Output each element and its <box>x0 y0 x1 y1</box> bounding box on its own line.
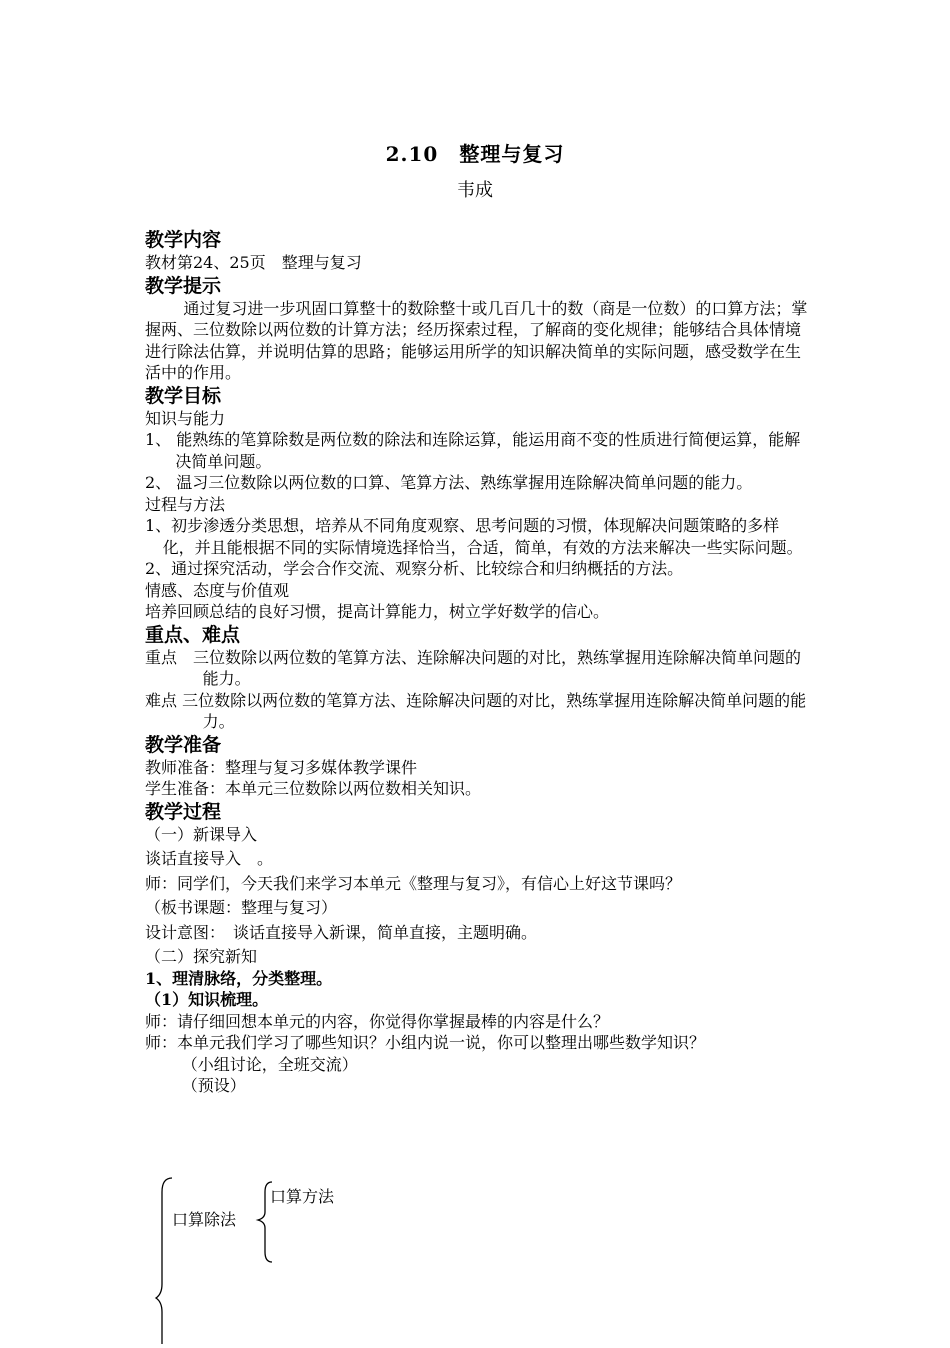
goal-sub-emotion: 情感、态度与价值观 <box>145 580 290 600</box>
document-title: 2.10 整理与复习 <box>385 142 565 166</box>
key-point: 重点 三位数除以两位数的笔算方法、连除解决问题的对比，熟练掌握用连除解决简单问题的能力。 <box>145 647 802 688</box>
inner-label: 口算方法 <box>270 1187 335 1206</box>
document-author: 韦成 <box>457 180 493 201</box>
goal-item-2: 2、 温习三位数除以两位数的口算、笔算方法、熟练掌握用连除解决简单问题的能力。 <box>145 473 753 492</box>
proc-line-3: 师：同学们，今天我们来学习本单元《整理与复习》，有信心上好这节课吗？ <box>145 873 682 893</box>
heading-content: 教学内容 <box>145 229 222 251</box>
proc-line-5: 设计意图： 谈话直接导入新课，简单直接，主题明确。 <box>145 922 538 942</box>
proc-line-12: （预设） <box>181 1076 246 1095</box>
goal-item-5: 培养回顾总结的良好习惯，提高计算能力，树立学好数学的信心。 <box>145 602 610 621</box>
heading-key: 重点、难点 <box>145 623 241 646</box>
goal-sub-knowledge: 知识与能力 <box>145 408 226 428</box>
heading-prep: 教学准备 <box>145 733 222 756</box>
goal-sub-process: 过程与方法 <box>145 494 226 514</box>
outer-brace <box>156 1178 172 1344</box>
proc-line-4: （板书课题：整理与复习） <box>145 898 338 917</box>
prep-teacher: 教师准备：整理与复习多媒体教学课件 <box>145 757 418 777</box>
difficult-point: 难点 三位数除以两位数的笔算方法、连除解决问题的对比，熟练掌握用连除解决简单问题的能力。 <box>145 690 807 731</box>
proc-line-9: 师：请仔细回想本单元的内容，你觉得你掌握最棒的内容是什么？ <box>145 1011 610 1031</box>
goal-item-4: 2、通过探究活动，学会合作交流、观察分析、比较综合和归纳概括的方法。 <box>145 559 684 578</box>
proc-line-6: （二）探究新知 <box>145 947 258 966</box>
heading-process: 教学过程 <box>145 800 222 823</box>
proc-line-11: （小组讨论，全班交流） <box>181 1054 358 1074</box>
proc-line-8: （1）知识梳理。 <box>145 990 269 1009</box>
goal-item-1: 1、 能熟练的笔算除数是两位数的除法和连除运算，能运用商不变的性质进行简便运算，能解决简单问题。 <box>145 430 801 471</box>
proc-line-1: （一）新课导入 <box>145 824 258 844</box>
hint-text: 通过复习进一步巩固口算整十的数除整十或几百几十的数（商是一位数）的口算方法；掌握两、三位数除以两位数的计算方法；经历探索过程，了解商的变化规律；能够结合具体情境进行除法估算，并说明估算的思路；能够运用所学的知识解决简单的实际问题，感受数学在生活中的作用。 <box>145 298 808 382</box>
document-body <box>145 228 810 1097</box>
proc-line-2: 谈话直接导入 。 <box>145 849 274 868</box>
content-text: 教材第24、25页 整理与复习 <box>145 253 362 272</box>
heading-goal: 教学目标 <box>145 384 222 407</box>
heading-hint: 教学提示 <box>145 274 222 297</box>
brace-svg <box>150 1170 550 1344</box>
proc-line-7: 1、理清脉络，分类整理。 <box>145 968 333 988</box>
proc-line-10: 师：本单元我们学习了哪些知识？小组内说一说，你可以整理出哪些数学知识？ <box>145 1033 706 1052</box>
prep-student: 学生准备：本单元三位数除以两位数相关知识。 <box>145 779 482 798</box>
goal-item-3: 1、初步渗透分类思想，培养从不同角度观察、思考问题的习惯，体现解决问题策略的多样化，并且能根据不同的实际情境选择恰当，合适，简单，有效的方法来解决一些实际问题。 <box>145 516 803 557</box>
knowledge-brace-diagram <box>150 1170 550 1344</box>
outer-label: 口算除法 <box>172 1210 237 1229</box>
